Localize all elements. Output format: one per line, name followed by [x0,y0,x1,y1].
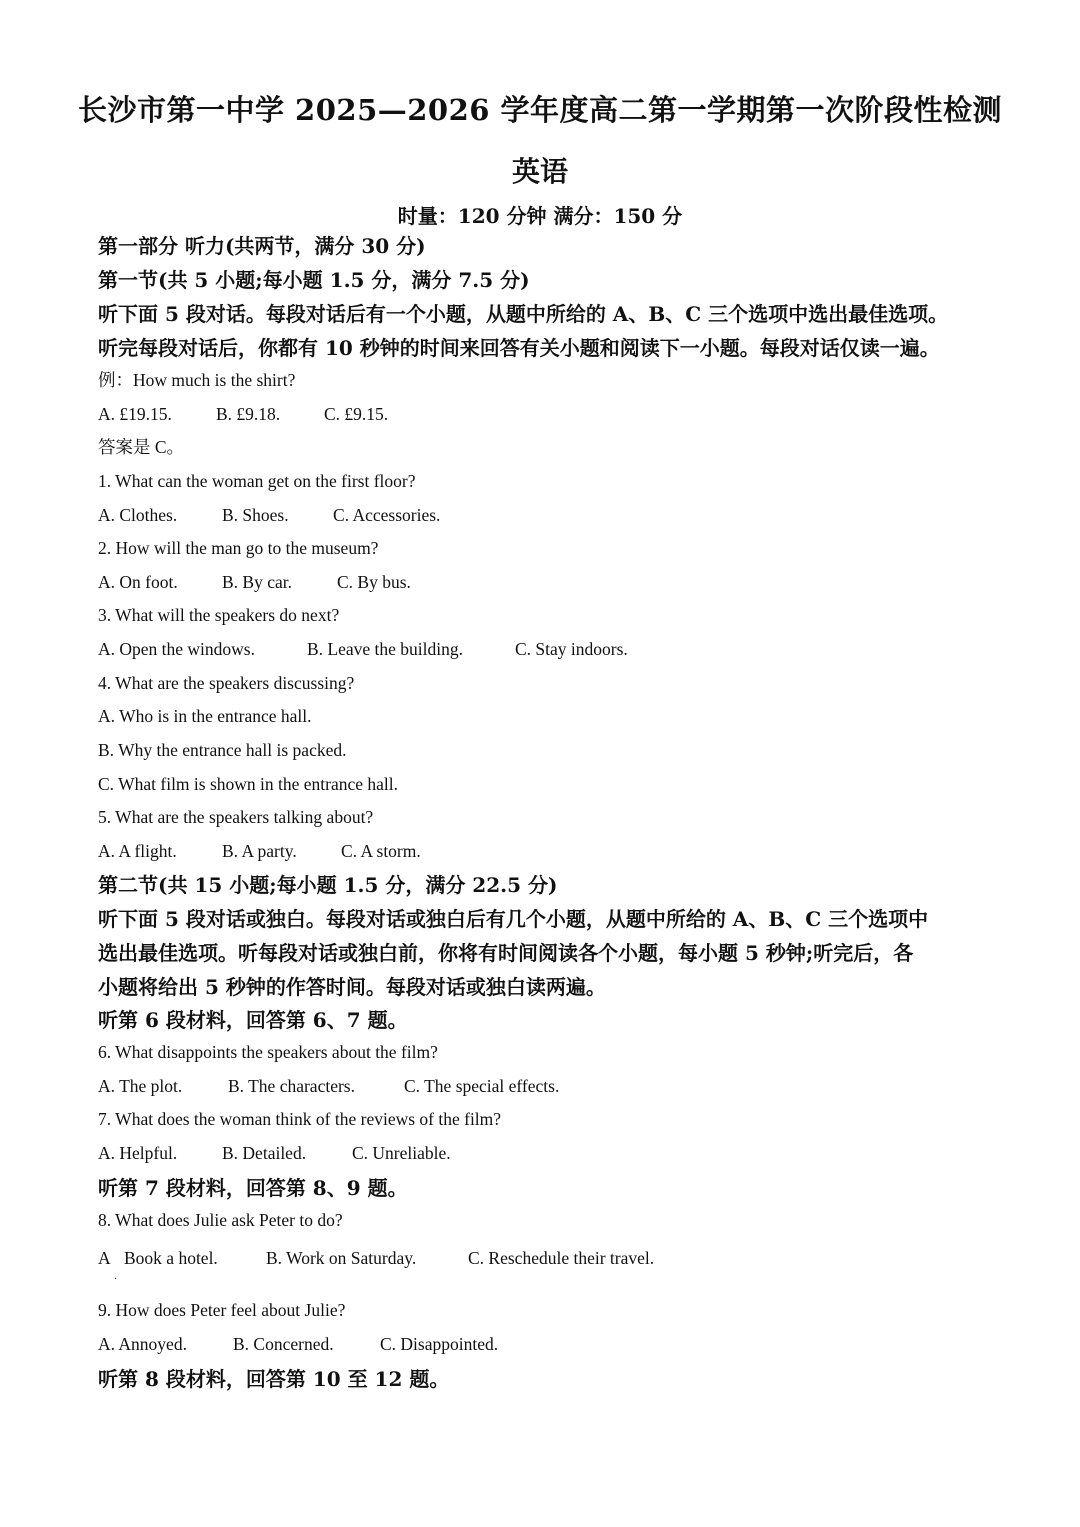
example-answer: 答案是 C。 [98,437,185,457]
section1-instructions-line1: 听下面 5 段对话。每段对话后有一个小题，从题中所给的 A、B、C 三个选项中选出最佳选项。 [98,302,949,326]
time-score-line: 时量：120 分钟 满分：150 分 [397,204,683,228]
question-9-options [98,1336,498,1354]
section2-instructions-line2: 选出最佳选项。听每段对话或独白前，你将有时间阅读各个小题，每小题 5 秒钟;听完后，各 [98,941,914,965]
stray-dot-mark: · [114,1274,118,1285]
question-4: 4. What are the speakers discussing? [98,673,355,693]
section2-instructions-line1: 听下面 5 段对话或独白。每段对话或独白后有几个小题，从题中所给的 A、B、C 三个选项中 [98,907,929,931]
option-c: C. Stay indoors. [515,639,628,659]
option-c: C. £9.15. [324,404,389,424]
material-7-heading: 听第 7 段材料，回答第 8、9 题。 [98,1176,408,1200]
section2-instructions-line3: 小题将给出 5 秒钟的作答时间。每段对话或独白读两遍。 [98,975,606,999]
option-b: B. The characters. [228,1076,355,1096]
question-6-options [98,1078,559,1096]
question-3-options [98,641,628,659]
question-6: 6. What disappoints the speakers about the film? [98,1042,438,1062]
option-a: A. Helpful. [98,1143,178,1163]
option-b: B. Shoes. [222,505,289,525]
option-b: B. Work on Saturday. [266,1248,417,1268]
option-c: C. By bus. [337,572,411,592]
option-a-letter: A [98,1248,111,1268]
example-question: 例：How much is the shirt? [98,370,296,390]
section1-heading: 第一节(共 5 小题;每小题 1.5 分，满分 7.5 分) [98,268,530,292]
option-b: B. Leave the building. [307,639,464,659]
option-b: B. £9.18. [216,404,281,424]
option-a: Book a hotel. [124,1248,218,1268]
question-7-options [98,1145,451,1163]
option-a: A. A flight. [98,841,177,861]
option-c: C. The special effects. [404,1076,560,1096]
option-c: C. Accessories. [333,505,441,525]
question-1-options [98,507,440,525]
option-a: A. £19.15. [98,404,172,424]
section1-instructions-line2: 听完每段对话后，你都有 10 秒钟的时间来回答有关小题和阅读下一小题。每段对话仅读一遍。 [98,336,940,360]
option-a: A. On foot. [98,572,178,592]
question-7: 7. What does the woman think of the reviews of the film? [98,1109,502,1129]
option-a: A. The plot. [98,1076,183,1096]
material-6-heading: 听第 6 段材料，回答第 6、7 题。 [98,1008,408,1032]
question-2: 2. How will the man go to the museum? [98,538,379,558]
question-4-option-a: A. Who is in the entrance hall. [98,706,312,726]
material-8-heading: 听第 8 段材料，回答第 10 至 12 题。 [98,1367,450,1391]
option-c: C. Disappointed. [380,1334,499,1354]
question-4-option-b: B. Why the entrance hall is packed. [98,740,347,760]
option-c: C. Unreliable. [352,1143,451,1163]
question-9: 9. How does Peter feel about Julie? [98,1300,346,1320]
option-a: A. Clothes. [98,505,178,525]
question-5: 5. What are the speakers talking about? [98,807,374,827]
option-b: B. Detailed. [222,1143,307,1163]
subject-title: 英语 [511,155,568,188]
option-b: B. A party. [222,841,297,861]
question-1: 1. What can the woman get on the first floor? [98,471,416,491]
option-c: C. A storm. [341,841,421,861]
option-b: B. By car. [222,572,292,592]
part1-heading: 第一部分 听力(共两节，满分 30 分) [98,234,426,258]
option-a: A. Annoyed. [98,1334,187,1354]
question-5-options [98,843,421,861]
option-b: B. Concerned. [233,1334,334,1354]
question-8-options [98,1250,654,1268]
question-8: 8. What does Julie ask Peter to do? [98,1210,343,1230]
exam-title: 长沙市第一中学 2025—2026 学年度高二第一学期第一次阶段性检测 [77,93,1003,127]
section2-heading: 第二节(共 15 小题;每小题 1.5 分，满分 22.5 分) [98,873,558,897]
option-c: C. Reschedule their travel. [468,1248,655,1268]
example-options [98,406,388,424]
question-2-options [98,574,411,592]
question-3: 3. What will the speakers do next? [98,605,340,625]
option-a: A. Open the windows. [98,639,255,659]
question-4-option-c: C. What film is shown in the entrance hall. [98,774,399,794]
